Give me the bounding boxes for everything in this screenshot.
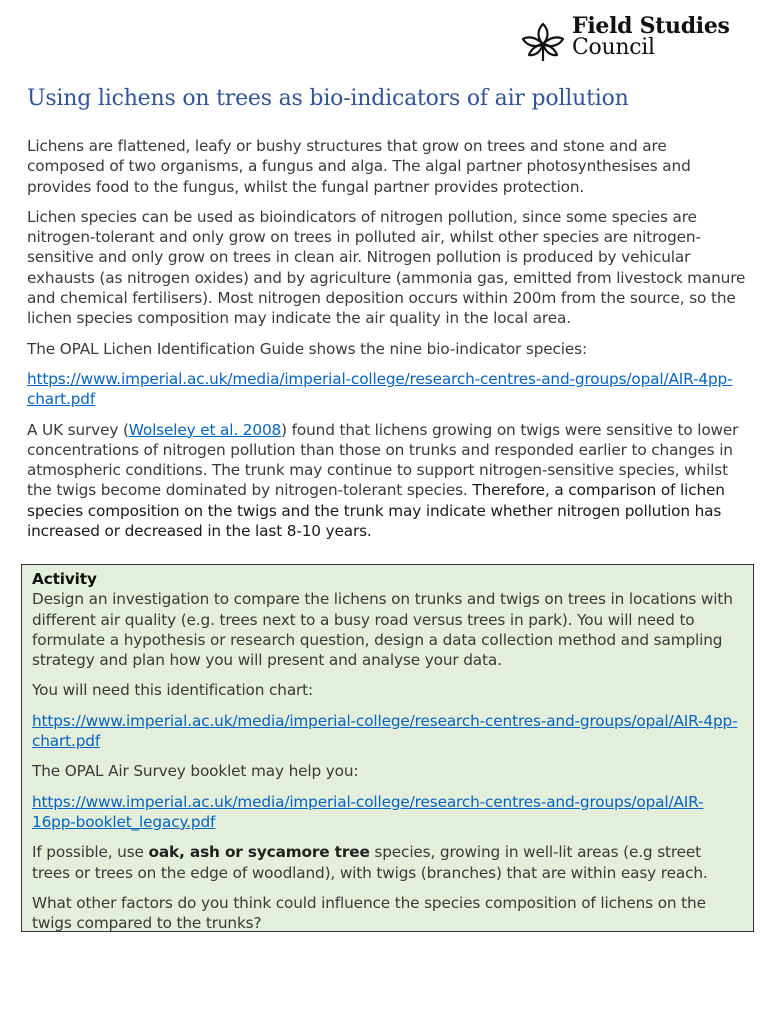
leaf-logo-icon — [518, 20, 568, 62]
activity-link-paragraph-2 — [32, 792, 741, 833]
logo-line-2: Council — [572, 35, 655, 60]
logo-text — [572, 13, 730, 60]
fsc-logo — [518, 13, 758, 66]
survey-text-start: A UK survey ( — [27, 420, 129, 439]
activity-chart-link[interactable]: https://www.imperial.ac.uk/media/imperial-college/research-centres-and-groups/opal/AIR-4pp-chart.pdf — [32, 711, 738, 751]
logo-line-1: Field Studies — [572, 13, 730, 39]
intro-paragraph-3: The OPAL Lichen Identification Guide shows the nine bio-indicator species: — [27, 339, 587, 358]
page-title: Using lichens on trees as bio-indicators of air pollution — [27, 86, 629, 111]
intro-paragraph-2: Lichen species can be used as bioindicators of nitrogen pollution, since some species are nitrogen-tolerant and only grow on trees in polluted air, whilst other species are nitrogen-sensitive and only grow on trees in clean air. Nitrogen pollution is produced by vehicular exhausts (as nitrogen oxides) and by agriculture (ammonia gas, emitted from livestock manure and chemical fertilisers). Most nitrogen deposition occurs within 200m from the source, so the lichen species composition may indicate the air quality in the local area. — [27, 207, 746, 328]
activity-heading: Activity — [32, 570, 97, 588]
intro-paragraph-4 — [27, 420, 747, 542]
activity-paragraph-1: Design an investigation to compare the lichens on trunks and twigs on trees in locations with different air quality (e.g. trees next to a busy road versus trees in park). You will need to formulate a hypothesis or research question, design a data collection method and sampling strategy and plan how you will present and analyse your data. — [32, 590, 733, 670]
activity-paragraph-3: The OPAL Air Survey booklet may help you: — [32, 762, 359, 781]
tree-text-end: species, growing in well-lit areas (e.g street trees or trees on the edge of woodland), with twigs (branches) that are within easy reach. — [32, 843, 708, 882]
activity-paragraph-5: What other factors do you think could influence the species composition of lichens on the twigs compared to the trunks? — [32, 893, 706, 933]
survey-text-end: Therefore, a comparison of lichen species composition on the twigs and the trunk may indicate whether nitrogen pollution has increased or decreased in the last 8-10 years. — [27, 481, 725, 541]
tree-species-bold: oak, ash or sycamore tree — [148, 843, 370, 862]
intro-section — [27, 136, 747, 551]
intro-link-paragraph — [27, 369, 747, 410]
activity-paragraph-4 — [32, 842, 741, 883]
survey-text-middle: ) found that lichens growing on twigs were sensitive to lower concentrations of nitrogen pollution than those on trunks and responded earlier to changes in atmospheric conditions. The trunk may continue to support nitrogen-sensitive species, whilst the twigs become dominated by nitrogen-tolerant species. — [27, 420, 739, 500]
activity-paragraph-2: You will need this identification chart: — [32, 681, 314, 700]
activity-box — [21, 564, 754, 932]
identification-chart-link[interactable]: https://www.imperial.ac.uk/media/imperial-college/research-centres-and-groups/opal/AIR-4pp-chart.pdf — [27, 369, 733, 409]
wolseley-citation-link[interactable]: Wolseley et al. 2008 — [128, 420, 282, 439]
intro-paragraph-1: Lichens are flattened, leafy or bushy structures that grow on trees and stone and are composed of two organisms, a fungus and alga. The algal partner photosynthesises and provides food to the fungus, whilst the fungal partner provides protection. — [27, 137, 691, 196]
air-survey-booklet-link[interactable]: https://www.imperial.ac.uk/media/imperial-college/research-centres-and-groups/opal/AIR-16pp-booklet_legacy.pdf — [32, 792, 704, 831]
activity-link-paragraph-1 — [32, 711, 741, 752]
tree-text-start: If possible, use — [32, 843, 149, 862]
